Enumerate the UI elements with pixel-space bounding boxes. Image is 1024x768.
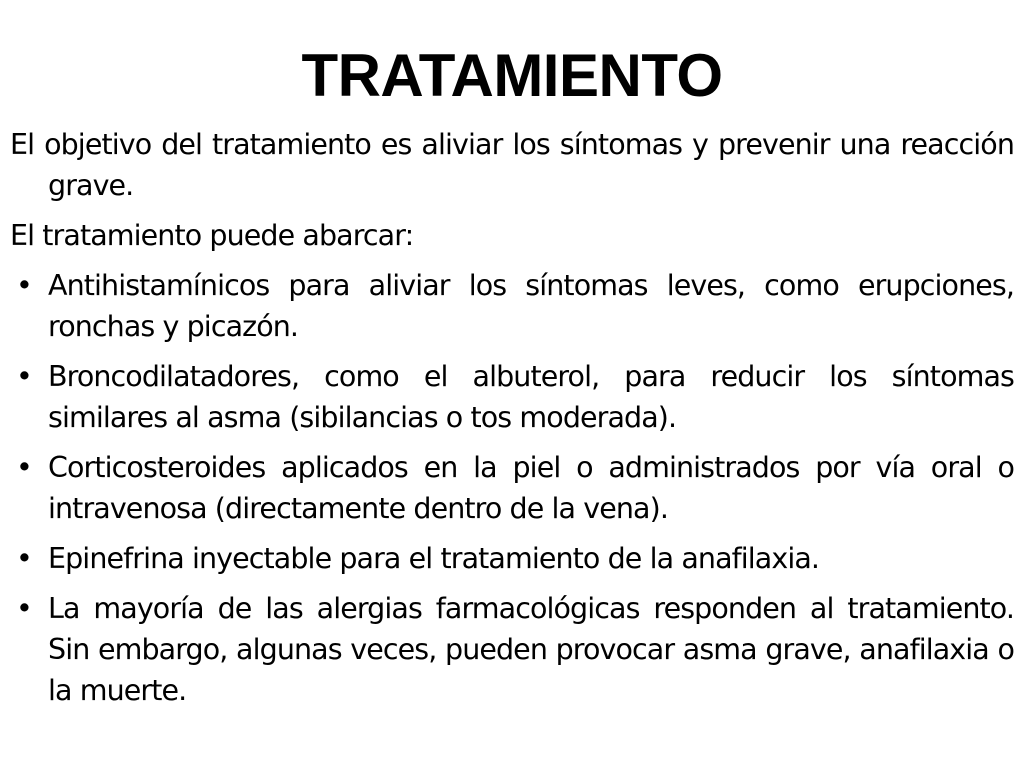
bullet-text: Corticosteroides aplicados en la piel o administrados por vía oral o intravenosa (directamente dentro de la vena).	[48, 451, 1014, 525]
slide-body	[10, 124, 1014, 720]
bullet-item	[10, 447, 1014, 529]
bullet-dot-icon: •	[16, 269, 32, 302]
bullet-item	[10, 588, 1014, 711]
bullet-text: La mayoría de las alergias farmacológicas responden al tratamiento. Sin embargo, algunas veces, pueden provocar asma grave, anafilaxia o la muerte.	[48, 592, 1014, 707]
bullet-item	[10, 356, 1014, 438]
bullet-text: Broncodilatadores, como el albuterol, para reducir los síntomas similares al asma (sibilancias o tos moderada).	[48, 360, 1014, 434]
intro-paragraph: El objetivo del tratamiento es aliviar los síntomas y prevenir una reacción grave.	[10, 128, 1014, 202]
bullet-dot-icon: •	[16, 592, 32, 625]
bullet-item	[10, 538, 1014, 579]
slide-title: TRATAMIENTO	[301, 42, 723, 109]
bullet-dot-icon: •	[16, 451, 32, 484]
bullet-text: Epinefrina inyectable para el tratamiento de la anafilaxia.	[48, 542, 820, 575]
lead-paragraph: El tratamiento puede abarcar:	[10, 219, 414, 252]
bullet-item	[10, 265, 1014, 347]
bullet-dot-icon: •	[16, 360, 32, 393]
bullet-text: Antihistamínicos para aliviar los síntomas leves, como erupciones, ronchas y picazón.	[48, 269, 1014, 343]
bullet-dot-icon: •	[16, 542, 32, 575]
